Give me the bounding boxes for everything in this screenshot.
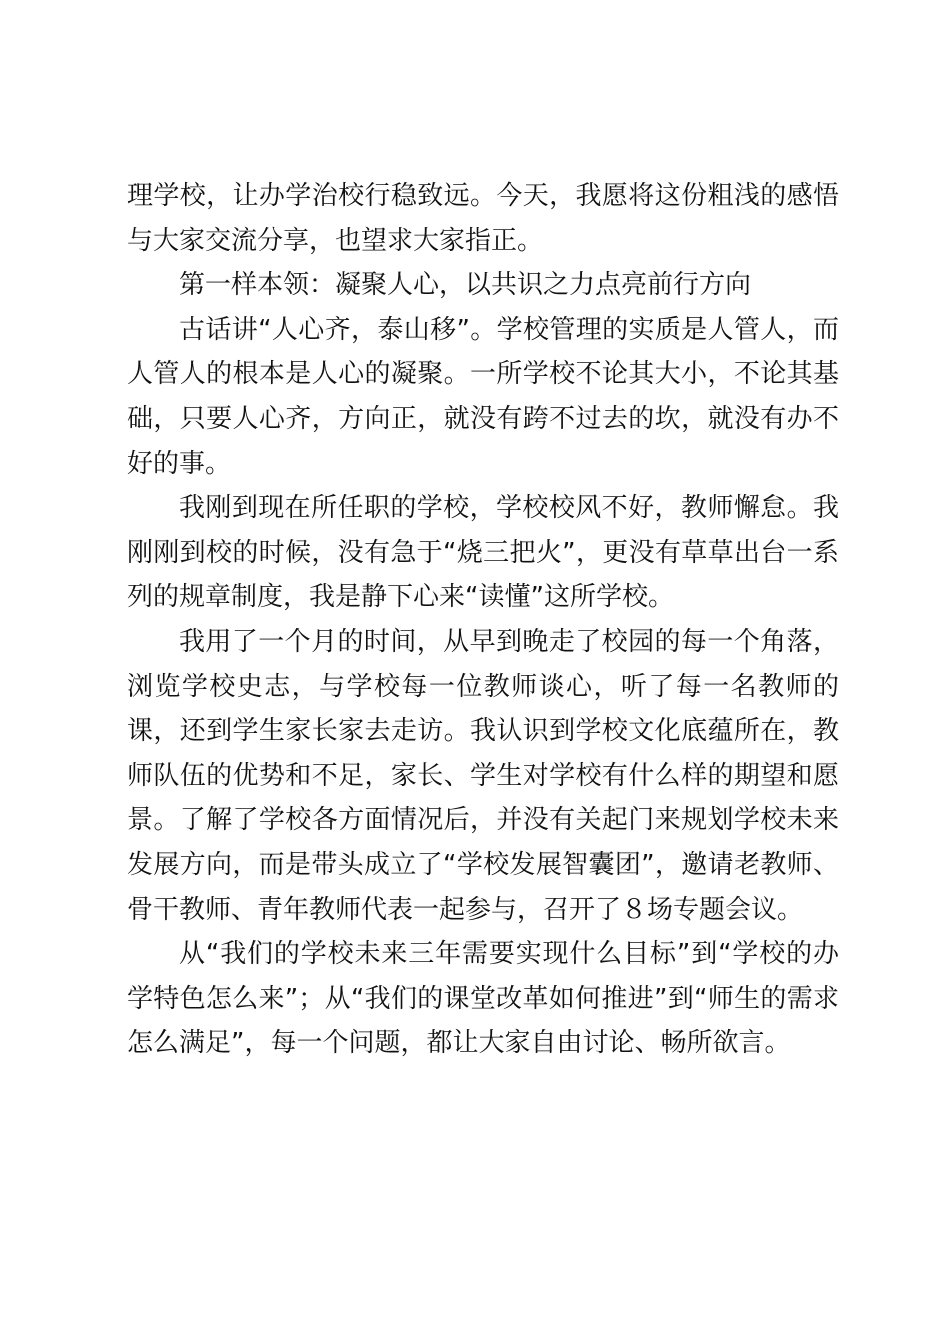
document-body: [127, 174, 839, 1066]
paragraph: 我刚到现在所任职的学校，学校校风不好，教师懈怠。我刚刚到校的时候，没有急于“烧三把火”，更没有草草出台一系列的规章制度，我是静下心来“读懂”这所学校。: [127, 493, 839, 613]
paragraph: 我用了一个月的时间，从早到晚走了校园的每一个角落，浏览学校史志，与学校每一位教师谈心，听了每一名教师的课，还到学生家长家去走访。我认识到学校文化底蕴所在，教师队伍的优势和不足，家长、学生对学校有什么样的期望和愿景。了解了学校各方面情况后，并没有关起门来规划学校未来发展方向，而是带头成立了“学校发展智囊团”，邀请老教师、骨干教师、青年教师代表一起参与，召开了８场专题会议。: [127, 626, 839, 925]
paragraph: 从“我们的学校未来三年需要实现什么目标”到“学校的办学特色怎么来”；从“我们的课堂改革如何推进”到“师生的需求怎么满足”，每一个问题，都让大家自由讨论、畅所欲言。: [127, 939, 839, 1059]
section-heading: 第一样本领：凝聚人心，以共识之力点亮前行方向: [179, 270, 752, 301]
paragraph: 古话讲“人心齐，泰山移”。学校管理的实质是人管人，而人管人的根本是人心的凝聚。一所学校不论其大小，不论其基础，只要人心齐，方向正，就没有跨不过去的坎，就没有办不好的事。: [127, 314, 839, 479]
paragraph-continuation: 理学校，让办学治校行稳致远。今天，我愿将这份粗浅的感悟与大家交流分享，也望求大家指正。: [127, 181, 839, 256]
